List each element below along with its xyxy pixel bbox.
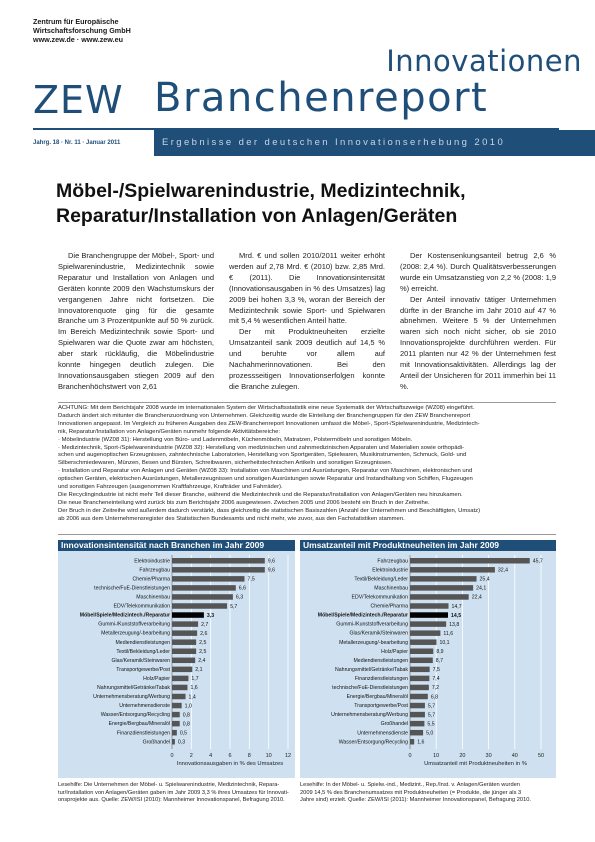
note-line: Dadurch ändert sich mitunter die Branchenzuordnung von Unternehmen. Gleichzeitig wurde die Einteilung der Branchengruppen für den ZEW Branchenreport xyxy=(58,412,471,419)
data-label: 1,6 xyxy=(190,685,198,692)
page-title xyxy=(56,179,556,229)
data-label: 6,6 xyxy=(238,585,247,592)
bar xyxy=(172,721,180,727)
data-label: 32,4 xyxy=(497,567,508,574)
data-label: 24,1 xyxy=(476,585,487,592)
title-line2: Reparatur/Installation von Anlagen/Geräten xyxy=(56,205,458,227)
category-label: Wasser/Entsorgung/Recycling xyxy=(100,712,170,719)
caption-line: tur/Installation von Anlagen/Geräten gaben im Jahr 2009 3,3 % ihres Umsatzes für Innovati- xyxy=(58,789,289,796)
note-line: nik, Reparatur/Installation von Anlagen/Geräten nunmehr folgende Aktivitätsbereiche: xyxy=(58,428,281,435)
bar xyxy=(410,612,448,618)
bar xyxy=(172,585,236,591)
category-label: Glas/Keramik/Steinwaren xyxy=(111,657,170,664)
category-label: Möbel/Spiele/Medizintech./Reparatur xyxy=(79,612,170,619)
chart-product-novelty-share xyxy=(300,540,556,778)
bar xyxy=(410,658,433,664)
data-label: 0,5 xyxy=(179,730,188,737)
bar xyxy=(410,621,446,627)
caption-line: Lesehilfe: In der Möbel- u. Spielw.-ind., Medizint., Rep./Inst. v. Anlagen/Geräten wurden xyxy=(300,782,520,788)
bar xyxy=(172,676,188,682)
bar xyxy=(410,712,425,718)
data-label: 5,5 xyxy=(427,721,435,728)
tick-label: 50 xyxy=(537,753,545,760)
data-label: 14,7 xyxy=(451,603,462,610)
category-label: Finanzdienstleistungen xyxy=(116,730,170,737)
x-axis-label: Innovationsausgaben in % des Umsatzes xyxy=(176,761,284,768)
data-label: 14,5 xyxy=(450,612,462,619)
category-label: Gummi-/Kunststoffverarbeitung xyxy=(98,621,170,628)
category-label: Energie/Bergbau/Mineralöl xyxy=(108,721,170,728)
caption-line: onsprojekte aus. Quelle: ZEW/ISI (2010): Mannheimer Innovationspanel, Befragung 2010. xyxy=(58,797,285,804)
bar xyxy=(410,694,428,700)
series-title-innovationen: Innovationen xyxy=(386,44,582,78)
tick-label: 8 xyxy=(247,753,251,760)
category-label: Elektroindustrie xyxy=(134,558,170,565)
body-column-2 xyxy=(229,251,385,393)
category-label: Unternehmensdienste xyxy=(119,703,170,710)
bar xyxy=(410,649,433,655)
paragraph: Die Branchengruppe der Möbel-, Sport- und Spielwarenindustrie, Medizintechnik sowie Reparatur und Installation von Anlagen und Geräten konnte 2009 den Wachstumskurs der vergangenen Jahre nicht fortsetzen. Die Innovatorenquote ging für die gesamte Branche um 3 Prozentpunkte auf 50 % zurück. Im Bereich Medizintechnik sowie Sport- und Spielwaren war die Quote zwar am höchsten, aber stark rückläufig, die Möbelindustrie konnte hingegen deutlich zulegen. Die Innovationsausgaben stiegen 2009 auf den Branchenhöchstwert von 2,61 xyxy=(58,251,214,391)
data-label: 6,8 xyxy=(430,694,439,701)
bar xyxy=(410,594,469,600)
data-label: 1,4 xyxy=(188,694,196,701)
category-label: Metallerzeugung/-bearbeitung xyxy=(339,639,408,646)
chart-title: Umsatzanteil mit Produktneuheiten im Jahr 2009 xyxy=(300,540,556,551)
tick-label: 4 xyxy=(209,753,213,760)
category-label: Mediendienstleistungen xyxy=(353,657,408,664)
tick-label: 40 xyxy=(511,753,518,760)
note-line: ACHTUNG: Mit dem Berichtsjahr 2008 wurde im internationalen System der Wirtschaftsstatistik eine neue Systematik der Wirtschaftszweige (WZ08) eingeführt. xyxy=(58,405,475,411)
category-label: Mediendienstleistungen xyxy=(115,639,170,646)
bar xyxy=(172,621,198,627)
bar xyxy=(410,676,429,682)
tick-label: 6 xyxy=(228,753,232,760)
data-label: 8,9 xyxy=(436,649,444,655)
data-label: 10,1 xyxy=(439,639,450,646)
data-label: 11,6 xyxy=(443,630,454,637)
chart-caption-left xyxy=(58,782,295,805)
org-name-line1: Zentrum für Europäische xyxy=(33,17,119,26)
bar xyxy=(172,603,227,609)
data-label: 2,5 xyxy=(199,639,207,646)
data-label: 5,7 xyxy=(427,703,436,710)
tick-label: 0 xyxy=(170,753,174,760)
tick-label: 0 xyxy=(408,753,412,760)
data-label: 6,3 xyxy=(235,594,244,601)
bar xyxy=(172,730,177,736)
category-label: EDV/Telekommunikation xyxy=(113,603,170,610)
bar xyxy=(410,703,425,709)
data-label: 3,3 xyxy=(206,612,215,619)
data-label: 2,6 xyxy=(200,630,208,637)
data-label: 9,6 xyxy=(267,558,276,565)
tick-label: 12 xyxy=(284,753,292,760)
data-label: 22,4 xyxy=(471,594,482,601)
bar xyxy=(172,667,192,673)
note-line: · Möbelindustrie (WZ08 31): Herstellung von Büro- und Ladenmöbeln, Küchenmöbeln, Matratzen, Polstermöbeln und sonstigen Möbeln. xyxy=(58,436,413,443)
note-line: · Installation und Reparatur von Anlagen und Geräten (WZ08 33): Installation von Maschinen und Ausrüstungen, Reparatur von Maschinen, elektronischen und xyxy=(58,468,473,475)
x-axis-label: Umsatzanteil mit Produktneuheiten in % xyxy=(424,761,527,768)
category-label: Möbel/Spiele/Medizintech./Reparatur xyxy=(317,612,408,619)
org-name-line2: Wirtschaftsforschung GmbH xyxy=(33,26,131,35)
category-label: Chemie/Pharma xyxy=(132,576,170,583)
tick-label: 10 xyxy=(433,753,440,760)
category-label: Textil/Bekleidung/Leder xyxy=(116,648,170,655)
tick-label: 10 xyxy=(265,753,272,760)
organization-block xyxy=(33,17,183,44)
bar xyxy=(410,630,440,636)
category-label: Unternehmensdienste xyxy=(357,730,408,737)
issue-info: Jahrg. 18 · Nr. 11 · Januar 2011 xyxy=(33,140,121,146)
category-label: Großhandel xyxy=(380,721,408,728)
data-label: 0,8 xyxy=(182,721,190,728)
data-label: 7,2 xyxy=(431,685,440,692)
data-label: 7,5 xyxy=(247,576,255,583)
category-label: Glas/Keramik/Steinwaren xyxy=(349,630,408,637)
category-label: Unternehmensberatung/Werbung xyxy=(331,712,408,719)
caption-line: Jahre sind) erzielt. Quelle: ZEW/ISI (2011): Mannheimer Innovationspanel, Befragung 2010. xyxy=(300,797,531,804)
category-label: Wasser/Entsorgung/Recycling xyxy=(338,739,408,746)
caption-line: Lesehilfe: Die Unternehmen der Möbel- u. Spielwarenindustrie, Medizintechnik, Repara- xyxy=(58,782,280,788)
series-title-branchenreport: Branchenreport xyxy=(154,75,489,121)
bar xyxy=(410,603,449,609)
bar xyxy=(172,685,187,691)
category-label: Maschinenbau xyxy=(374,585,408,592)
category-label: EDV/Telekommunikation xyxy=(351,594,408,601)
paragraph: Der Anteil innovativ tätiger Unternehmen dürfte in der Branche im Jahr 2010 auf 47 % abnehmen. Weitere 5 % der Unternehmen waren sich noch nicht sicher, ob sie 2010 Innovationsprojekte durchführen werden. Für 2011 planten nur 42 % der Unternehmen fest mit Innovationsaktivitäten. Allerdings lag der Anteil der Unsicheren für 2011 immerhin bei 11 %. xyxy=(400,294,556,391)
category-label: Chemie/Pharma xyxy=(370,603,408,610)
category-label: Holz/Papier xyxy=(381,648,408,655)
category-label: technische/FuE-Dienstleistungen xyxy=(94,585,170,592)
bar xyxy=(172,739,175,745)
bar xyxy=(172,630,197,636)
data-label: 0,8 xyxy=(182,712,190,719)
bar xyxy=(172,658,195,664)
bar xyxy=(410,558,530,564)
bar xyxy=(410,576,477,582)
data-label: 0,3 xyxy=(177,739,186,746)
chart-title: Innovationsintensität nach Branchen im Jahr 2009 xyxy=(58,540,295,551)
bar xyxy=(172,612,204,618)
note-line: schen und augenoptischen Erzeugnissen, zahntechnische Laboratorien, Herstellung von Sportgeräten, Spielwaren, Musikinstrumenten, Schmuck, Gold- und xyxy=(58,452,467,459)
category-label: Unternehmensberatung/Werbung xyxy=(93,694,170,701)
bar xyxy=(410,685,429,691)
bar xyxy=(410,739,414,745)
data-label: 7,5 xyxy=(432,667,440,674)
body-column-3 xyxy=(400,251,556,393)
tick-label: 20 xyxy=(459,753,466,760)
chart-svg xyxy=(58,540,295,778)
bar xyxy=(172,639,196,645)
note-line: Der Bruch in der Zeitreihe wird außerdem dadurch verstärkt, dass gleichzeitig die statistischen Basiszahlen (Anzahl der Unternehmen und Beschäftigten, Umsatz) xyxy=(58,507,481,514)
note-line: · Medizintechnik, Sport-/Spielwarenindustrie (WZ08 32): Herstellung von medizinischen und zahnmedizinischen Apparaten und Materialien sowie orthopädi- xyxy=(58,444,465,451)
chart-svg xyxy=(300,540,556,778)
org-website[interactable]: www.zew.de · www.zew.eu xyxy=(33,35,123,44)
category-label: Nahrungsmittel/Getränke/Tabak xyxy=(335,666,408,673)
data-label: 1,0 xyxy=(184,703,192,710)
category-label: Großhandel xyxy=(142,739,170,746)
data-label: 9,6 xyxy=(267,567,276,574)
paragraph: Der Kostensenkungsanteil betrug 2,6 % (2008: 2,4 %). Durch Qualitätsverbesserungen wurde ein Umsatzanstieg von 2,2 % (2008: 1,9 %) erreicht. xyxy=(400,251,556,293)
data-label: 5,0 xyxy=(426,730,434,737)
bar xyxy=(172,649,196,655)
note-line: Silberschmiedewaren, Münzen, Besen und Bürsten, Schreibwaren, sicherheitstechnischen Artikeln und sonstigen Erzeugnissen. xyxy=(58,460,393,467)
tick-label: 2 xyxy=(189,753,193,760)
bar xyxy=(410,721,424,727)
note-line: ab 2006 aus dem Unternehmensregister des Statistischen Bundesamts und nicht mehr, wie zuvor, aus den Fachstatistiken stammen. xyxy=(58,515,405,522)
data-label: 2,1 xyxy=(195,667,203,674)
category-label: Fahrzeugbau xyxy=(139,567,170,574)
bar xyxy=(172,594,233,600)
data-label: 45,7 xyxy=(532,558,543,565)
bar xyxy=(172,576,245,582)
note-line: und sonstigen Fahrzeugen (ausgenommen Kraftfahrzeuge, Krafträder und Fahrräder). xyxy=(58,484,283,491)
bar xyxy=(410,585,473,591)
note-line: optischen Geräten, elektrischen Ausrüstungen, Metallerzeugnissen und sonstigen Ausrüstungen sowie Reparatur und Instandhaltung von Schiffen, Flugzeugen xyxy=(58,476,473,483)
data-label: 1,6 xyxy=(417,739,425,746)
data-label: 5,7 xyxy=(230,603,238,610)
chart-innovation-intensity xyxy=(58,540,295,778)
category-label: Metallerzeugung/-bearbeitung xyxy=(101,630,170,637)
bar xyxy=(410,567,495,573)
data-label: 5,7 xyxy=(427,712,436,719)
category-label: Gummi-/Kunststoffverarbeitung xyxy=(336,621,408,628)
category-label: Energie/Bergbau/Mineralöl xyxy=(346,694,408,701)
paragraph: Der mit Produktneuheiten erzielte Umsatzanteil sank 2009 deutlich auf 14,5 % und beruhte vor allem auf Nachahmerinnovationen. Bei den prozessseitigen Innovationserfolgen konnte die Branche zulegen. xyxy=(229,327,385,391)
data-label: 25,4 xyxy=(479,576,490,583)
bar xyxy=(410,639,436,645)
category-label: Nahrungsmittel/Getränke/Tabak xyxy=(97,685,170,691)
zew-logo: ZEW xyxy=(33,78,124,122)
category-label: Fahrzeugbau xyxy=(377,558,408,565)
bar xyxy=(410,667,430,673)
methodology-note xyxy=(58,402,556,535)
note-line: Die Recyclingindustrie ist nicht mehr Teil dieser Branche, während die Medizintechnik und die Reparatur/Installation von Anlagen/Geräten neu hinzukamen. xyxy=(58,491,463,498)
bar xyxy=(172,712,180,718)
data-label: 2,5 xyxy=(199,649,207,655)
data-label: 13,8 xyxy=(449,621,460,628)
subtitle-band xyxy=(154,130,595,156)
category-label: Transportgewerbe/Post xyxy=(354,703,408,710)
bar xyxy=(172,703,182,709)
data-label: 7,4 xyxy=(432,676,440,683)
data-label: 2,7 xyxy=(201,621,209,628)
body-column-1 xyxy=(58,251,214,393)
category-label: Transportgewerbe/Post xyxy=(116,666,170,673)
paragraph: Mrd. € und sollen 2010/2011 weiter erhöht werden auf 2,78 Mrd. € (2010) bzw. 2,85 Mrd. € (2011). Die Innovationsintensität (Innovationsausgaben in % des Umsatzes) lag 2009 bei hohen 3,3 %, woran der Bereich der Medizintechnik sowie Sport- und Spielwaren mit 5,4 % wesentlichen Anteil hatte. xyxy=(229,251,385,326)
category-label: Holz/Papier xyxy=(143,675,170,682)
data-label: 2,4 xyxy=(198,658,206,665)
caption-line: 2009 14,5 % des Branchenumsatzes mit Produktneuheiten (= Produkte, die jünger als 3 xyxy=(300,789,522,796)
data-label: 1,7 xyxy=(191,676,199,683)
tick-label: 30 xyxy=(485,753,492,760)
title-line1: Möbel-/Spielwarenindustrie, Medizintechnik, xyxy=(56,180,466,202)
note-line: Die neue Brancheneinteilung wird zurück bis zum Berichtsjahr 2006 ausgewiesen. Zwischen 2005 und 2006 besteht ein Bruch in der Zeitreihe. xyxy=(58,499,430,506)
bar xyxy=(172,567,265,573)
category-label: Textil/Bekleidung/Leder xyxy=(354,576,408,583)
subtitle-text: Ergebnisse der deutschen Innovationserhebung 2010 xyxy=(162,137,506,148)
bar xyxy=(410,730,423,736)
bar xyxy=(172,558,265,564)
category-label: Finanzdienstleistungen xyxy=(354,675,408,682)
chart-caption-right xyxy=(300,782,556,805)
note-line: Innovationen angepasst. Im Vergleich zu früheren Ausgaben des ZEW-Branchenreport Innovationen umfasst die Möbel-, Sport-/Spielwarenindustrie, Medizintech- xyxy=(58,420,480,427)
category-label: Elektroindustrie xyxy=(372,567,408,574)
category-label: technische/FuE-Dienstleistungen xyxy=(332,685,408,691)
bar xyxy=(172,694,186,700)
category-label: Maschinenbau xyxy=(136,594,170,601)
body-columns xyxy=(58,251,556,393)
data-label: 8,7 xyxy=(435,658,444,665)
